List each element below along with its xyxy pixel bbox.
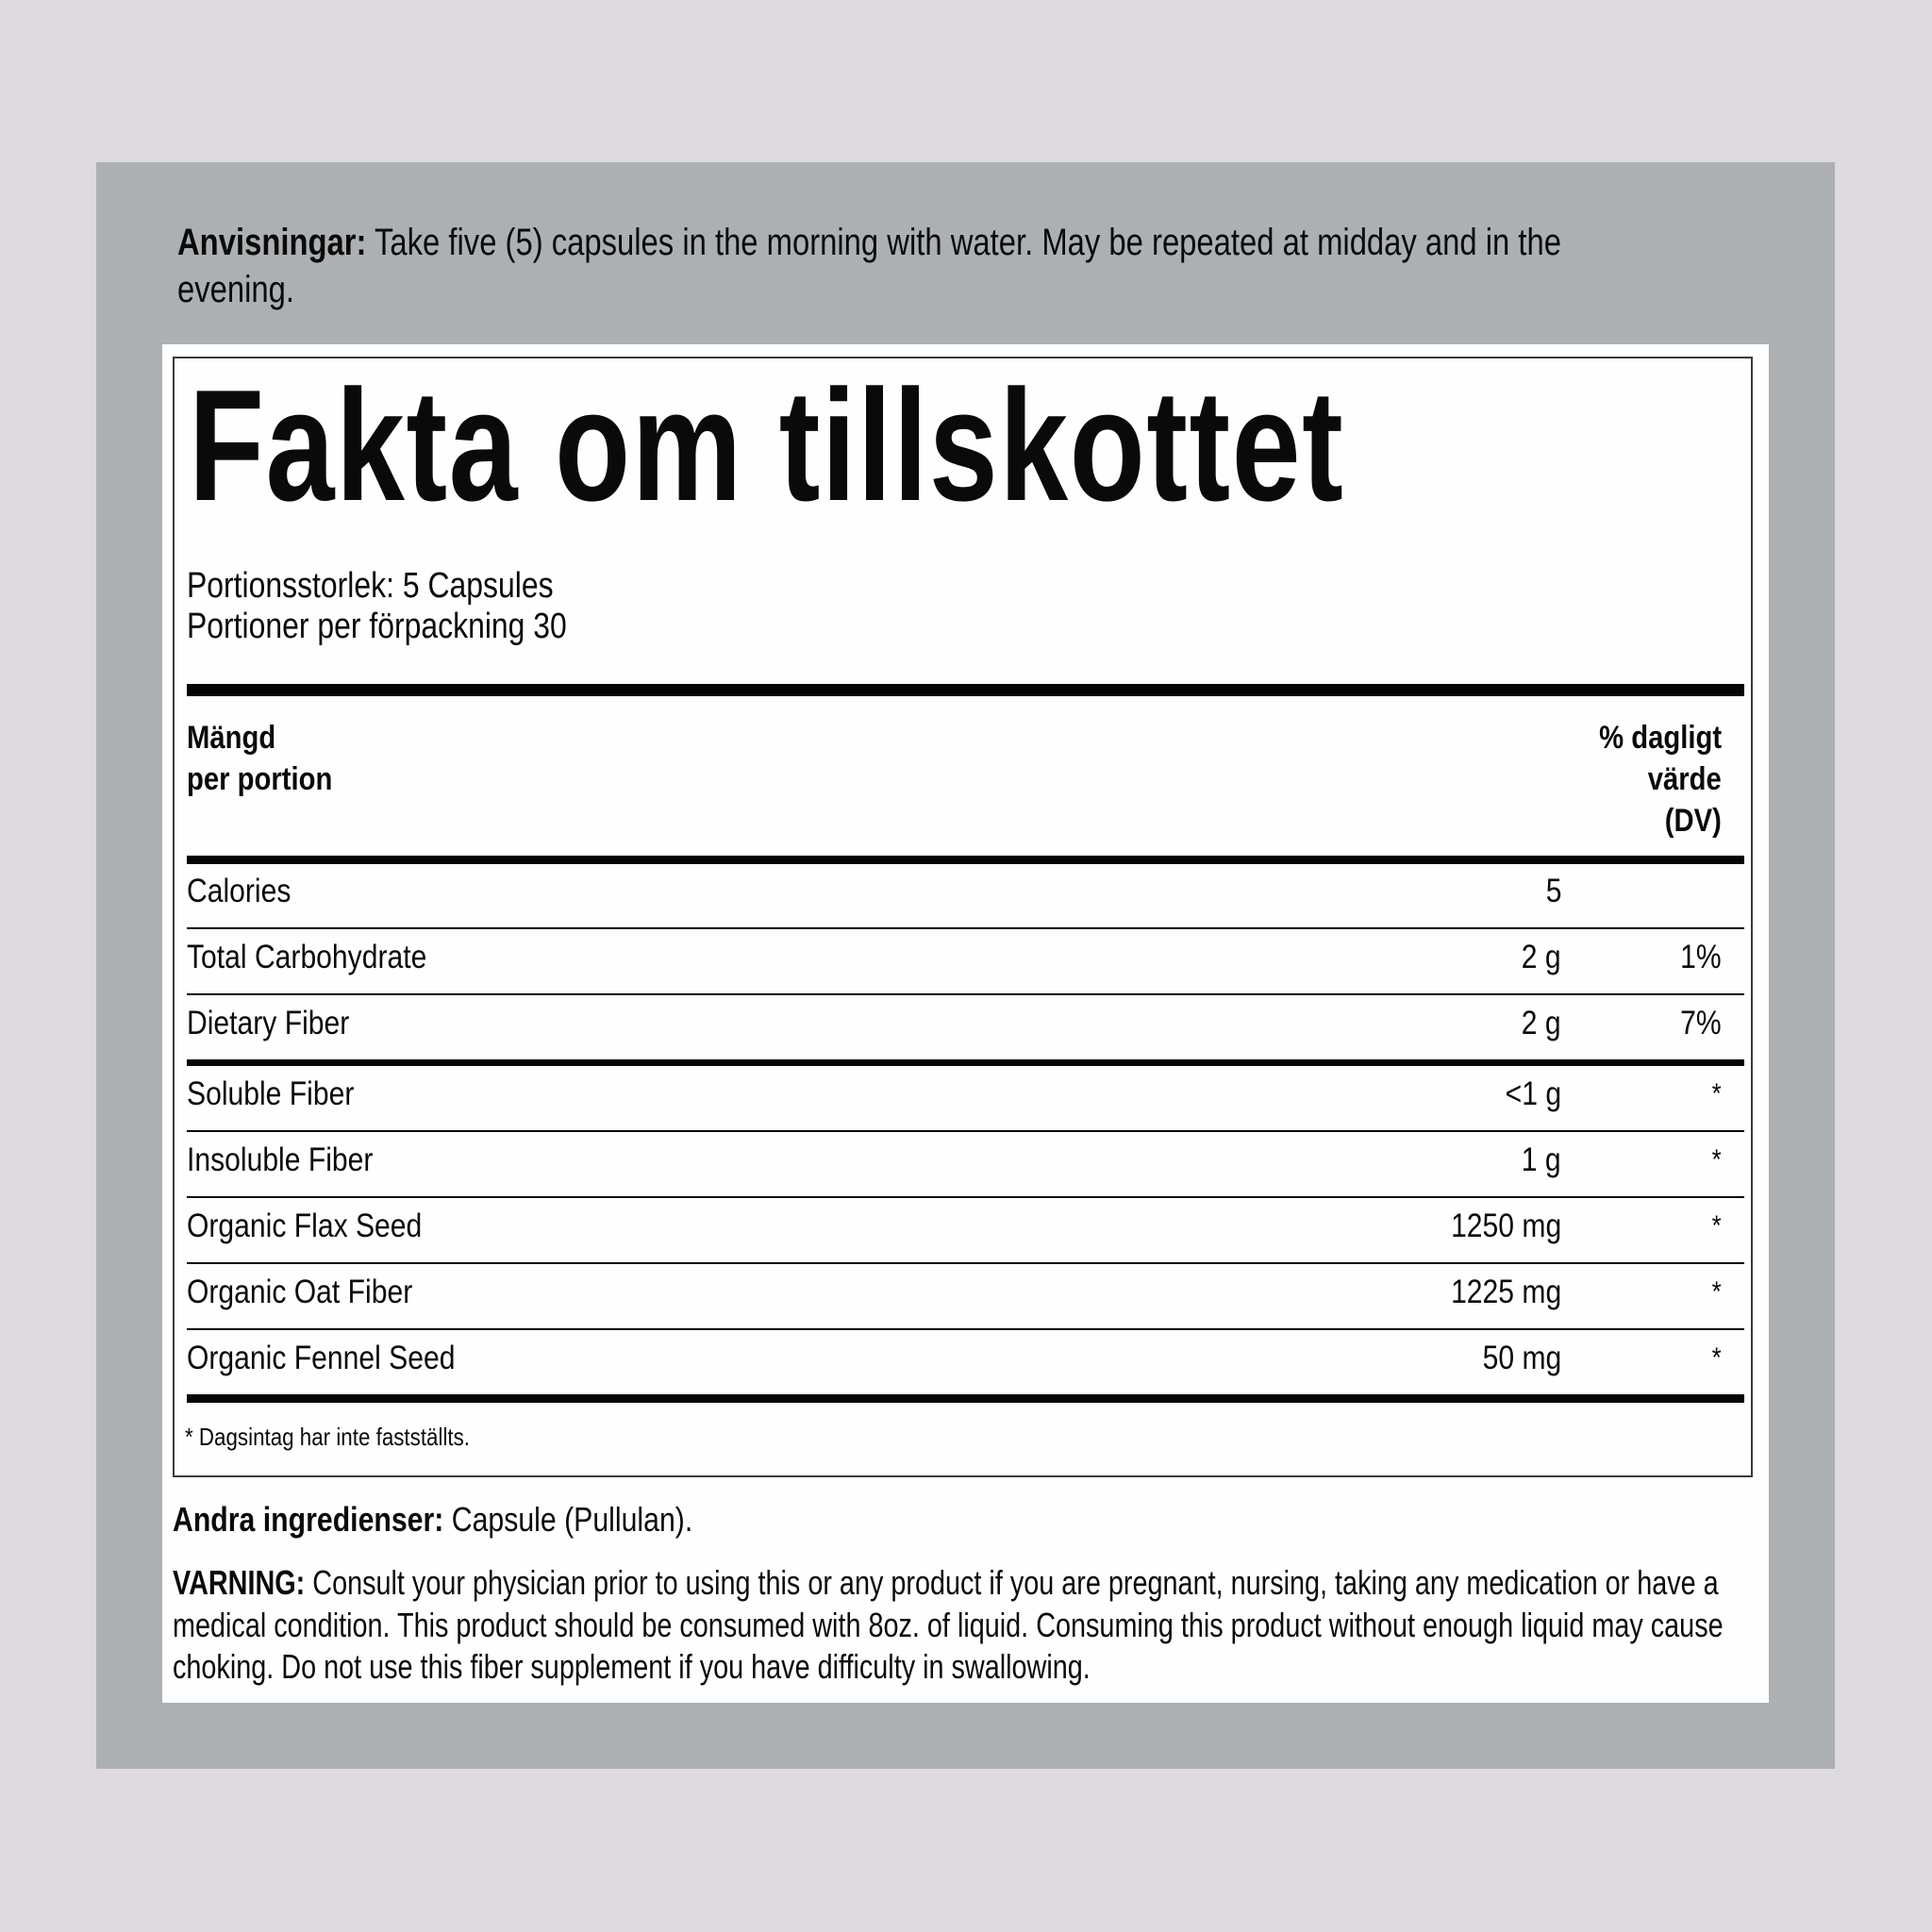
row-dv-organic-fennel-seed: * <box>1711 1342 1722 1374</box>
thin-divider <box>187 927 1744 929</box>
other-ingredients <box>173 1501 692 1539</box>
other-ingredients-text: Capsule (Pullulan). <box>451 1500 693 1539</box>
row-dv-organic-oat-fiber: * <box>1711 1276 1722 1307</box>
row-dv-insoluble-fiber: * <box>1711 1144 1722 1175</box>
thin-divider <box>187 1328 1744 1330</box>
directions-label: Anvisningar: <box>177 222 367 263</box>
row-label-calories: Calories <box>187 873 291 909</box>
row-label-dietary-fiber: Dietary Fiber <box>187 1005 350 1041</box>
other-ingredients-label: Andra ingredienser: <box>173 1500 444 1539</box>
row-amount-soluble-fiber: <1 g <box>1505 1075 1561 1112</box>
row-amount-calories: 5 <box>1545 873 1561 909</box>
row-label-soluble-fiber: Soluble Fiber <box>187 1075 355 1112</box>
dv-header-line1: % dagligt <box>1599 720 1722 756</box>
warning-label: VARNING: <box>173 1563 306 1602</box>
row-label-total-carbohydrate: Total Carbohydrate <box>187 939 427 975</box>
row-amount-insoluble-fiber: 1 g <box>1522 1141 1561 1178</box>
dv-header-line2: värde <box>1647 761 1722 797</box>
row-dv-organic-flax-seed: * <box>1711 1210 1722 1241</box>
thick-divider <box>187 1394 1744 1403</box>
thin-divider <box>187 1196 1744 1198</box>
warning-body: Consult your physician prior to using this or any product if you are pregnant, nursing, taking any medication or have a medical condition. This product should be consumed with 8oz. of liquid. Consuming this product without enough liquid may cause choking. Do not use this fiber supplement if you have difficulty in swallowing. <box>173 1563 1724 1686</box>
thick-divider <box>187 684 1744 696</box>
row-amount-dietary-fiber: 2 g <box>1522 1005 1561 1041</box>
amount-header-line2: per portion <box>187 761 333 797</box>
row-dv-soluble-fiber: * <box>1711 1078 1722 1109</box>
serving-size: Portionsstorlek: 5 Capsules <box>187 566 554 606</box>
thin-divider <box>187 1262 1744 1264</box>
row-amount-organic-flax-seed: 1250 mg <box>1450 1208 1561 1244</box>
row-label-insoluble-fiber: Insoluble Fiber <box>187 1141 374 1178</box>
row-amount-total-carbohydrate: 2 g <box>1522 939 1561 975</box>
amount-header-line1: Mängd <box>187 720 276 756</box>
directions-body: Take five (5) capsules in the morning with water. May be repeated at midday and in the evening. <box>177 222 1562 310</box>
dv-header-line3: (DV) <box>1664 803 1722 839</box>
row-label-organic-oat-fiber: Organic Oat Fiber <box>187 1274 413 1310</box>
medium-divider <box>187 1059 1744 1066</box>
servings-per-container: Portioner per förpackning 30 <box>187 607 567 646</box>
directions-text <box>177 219 1647 313</box>
row-label-organic-fennel-seed: Organic Fennel Seed <box>187 1340 456 1376</box>
row-amount-organic-fennel-seed: 50 mg <box>1482 1340 1561 1376</box>
row-amount-organic-oat-fiber: 1225 mg <box>1450 1274 1561 1310</box>
warning-text <box>173 1562 1742 1689</box>
thin-divider <box>187 1130 1744 1132</box>
row-dv-dietary-fiber: 7% <box>1680 1005 1722 1041</box>
row-label-organic-flax-seed: Organic Flax Seed <box>187 1208 423 1244</box>
thick-divider <box>187 856 1744 864</box>
facts-title: Fakta om tillskottet <box>189 357 1345 534</box>
row-dv-total-carbohydrate: 1% <box>1680 939 1722 975</box>
thin-divider <box>187 993 1744 995</box>
dv-footnote: * Dagsintag har inte fastställts. <box>185 1423 471 1451</box>
